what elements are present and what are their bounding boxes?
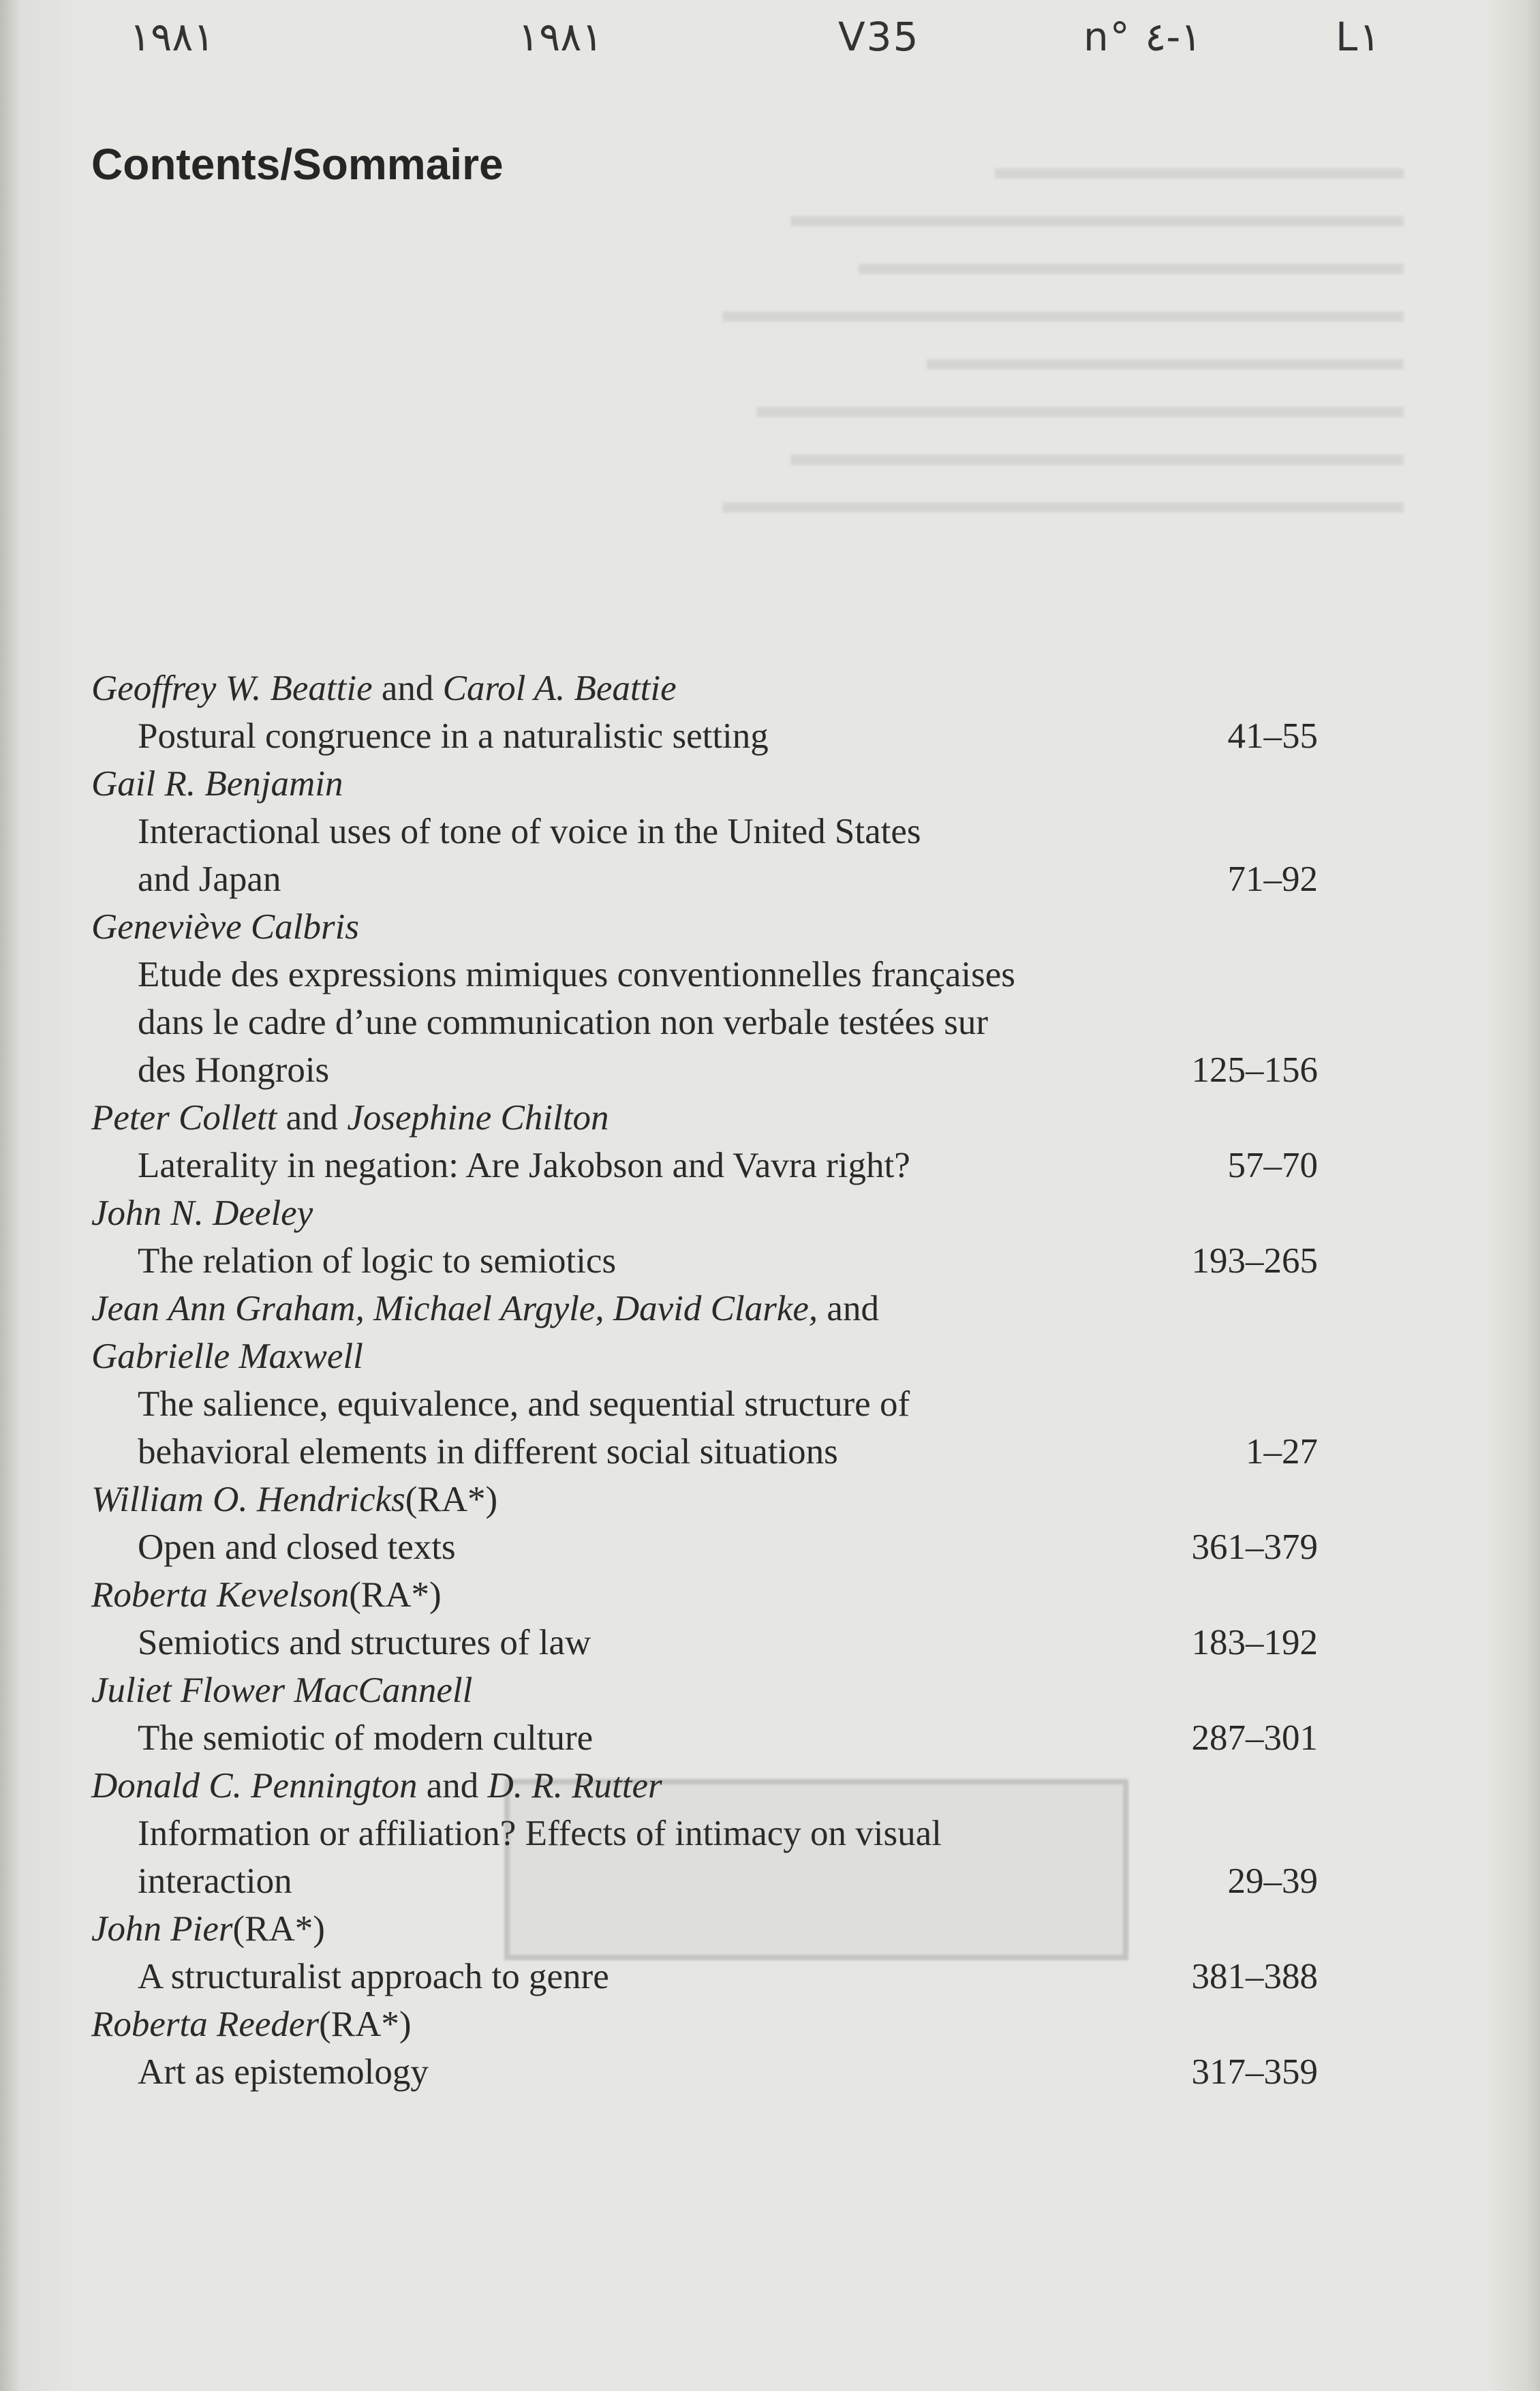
author-name: John N. Deeley bbox=[91, 1193, 313, 1233]
author-name: Peter Collett bbox=[91, 1098, 277, 1138]
entry-authors bbox=[91, 1332, 1318, 1380]
entry-title-line bbox=[91, 808, 1318, 855]
entry-title-line bbox=[91, 1714, 1318, 1762]
entry-authors bbox=[91, 1189, 1318, 1237]
entry-title-line bbox=[91, 1810, 1318, 1857]
entry-title: A structuralist approach to genre bbox=[138, 1957, 609, 1996]
entry-title: Art as epistemology bbox=[138, 2052, 429, 2092]
entry-title-line bbox=[91, 999, 1318, 1046]
entry-title-line bbox=[91, 951, 1318, 999]
handwritten-note: L١ bbox=[1336, 14, 1381, 60]
entry-title: The salience, equivalence, and sequential structure of bbox=[138, 1384, 910, 1424]
author-name: Geneviève Calbris bbox=[91, 907, 359, 947]
entry-pages: 71–92 bbox=[1227, 859, 1318, 899]
entry-pages: 317–359 bbox=[1191, 2052, 1318, 2092]
author-name: Josephine Chilton bbox=[347, 1098, 609, 1138]
handwritten-note: V35 bbox=[838, 14, 920, 60]
entry-title: Open and closed texts bbox=[138, 1527, 456, 1567]
entry-pages: 1–27 bbox=[1246, 1432, 1318, 1472]
entry-pages: 287–301 bbox=[1191, 1718, 1318, 1758]
author-name: Geoffrey W. Beattie bbox=[91, 669, 373, 708]
entry-authors bbox=[91, 1571, 1318, 1619]
contents-list bbox=[91, 665, 1318, 2096]
entry-pages: 193–265 bbox=[1191, 1241, 1318, 1281]
entry-authors bbox=[91, 1476, 1318, 1523]
author-name: Roberta Kevelson bbox=[91, 1575, 350, 1615]
entry-authors bbox=[91, 1666, 1318, 1714]
entry-pages: 361–379 bbox=[1191, 1527, 1318, 1567]
entry-title: des Hongrois bbox=[138, 1050, 330, 1090]
author-connector: and bbox=[372, 669, 443, 708]
author-connector: and bbox=[277, 1098, 348, 1138]
entry-authors bbox=[91, 1285, 1318, 1332]
author-connector: and bbox=[417, 1766, 488, 1806]
entry-title: Semiotics and structures of law bbox=[138, 1623, 591, 1662]
entry-pages: 125–156 bbox=[1191, 1050, 1318, 1090]
entry-authors bbox=[91, 2000, 1318, 2048]
entry-title-line bbox=[91, 712, 1318, 760]
entry-title-line bbox=[91, 1619, 1318, 1666]
entry-pages: 183–192 bbox=[1191, 1623, 1318, 1662]
author-name: Gail R. Benjamin bbox=[91, 764, 343, 804]
entry-title: and Japan bbox=[138, 859, 281, 899]
entry-title-line bbox=[91, 1237, 1318, 1285]
author-name: Juliet Flower MacCannell bbox=[91, 1671, 473, 1710]
entry-title-line bbox=[91, 855, 1318, 903]
entry-pages: 41–55 bbox=[1227, 716, 1318, 756]
entry-title: The relation of logic to semiotics bbox=[138, 1241, 617, 1281]
handwritten-note: ١٩٨١ bbox=[518, 14, 603, 60]
entry-authors bbox=[91, 903, 1318, 951]
author-connector: (RA*) bbox=[405, 1480, 498, 1519]
entry-authors bbox=[91, 760, 1318, 808]
bleed-through-text: ▬▬▬▬▬▬▬▬▬▬▬▬ ▬▬▬▬▬▬▬▬▬▬▬▬▬▬▬▬▬▬ ▬▬▬▬▬▬▬▬▬▬▬▬▬▬▬▬ ▬▬▬▬▬▬▬▬▬▬▬▬▬▬▬▬▬▬▬▬ ▬▬▬▬▬▬▬▬▬▬▬▬▬▬ ▬▬▬▬▬▬▬▬▬▬▬▬▬▬▬▬▬▬▬ ▬▬▬▬▬▬▬▬▬▬▬▬▬▬▬▬▬▬ ▬▬▬▬▬▬▬▬▬▬▬▬▬▬▬▬▬▬▬▬ bbox=[722, 148, 1404, 520]
entry-title: dans le cadre d’une communication non verbale testées sur bbox=[138, 1003, 988, 1042]
handwritten-note: ١٩٨١ bbox=[129, 14, 215, 60]
author-name: Gabrielle Maxwell bbox=[91, 1337, 363, 1376]
author-name: D. R. Rutter bbox=[487, 1766, 662, 1806]
entry-title-line bbox=[91, 1142, 1318, 1189]
entry-title-line bbox=[91, 1953, 1318, 2000]
author-name: John Pier bbox=[91, 1909, 233, 1949]
entry-title-line bbox=[91, 2048, 1318, 2096]
author-name: Donald C. Pennington bbox=[91, 1766, 418, 1806]
author-connector: and bbox=[818, 1289, 879, 1328]
entry-authors bbox=[91, 1905, 1318, 1953]
author-connector: (RA*) bbox=[232, 1909, 325, 1949]
entry-title-line bbox=[91, 1428, 1318, 1476]
page-heading: Contents/Sommaire bbox=[91, 140, 504, 189]
entry-authors bbox=[91, 1094, 1318, 1142]
entry-title: Interactional uses of tone of voice in the United States bbox=[138, 812, 921, 851]
entry-title: Etude des expressions mimiques conventionnelles françaises bbox=[138, 955, 1015, 994]
handwritten-note: n° ١-٤ bbox=[1083, 14, 1202, 60]
entry-pages: 29–39 bbox=[1227, 1861, 1318, 1901]
entry-title: Postural congruence in a naturalistic setting bbox=[138, 716, 769, 756]
entry-title-line bbox=[91, 1523, 1318, 1571]
author-name: Roberta Reeder bbox=[91, 2005, 320, 2044]
entry-title: Laterality in negation: Are Jakobson and Vavra right? bbox=[138, 1146, 910, 1185]
author-connector: (RA*) bbox=[319, 2005, 412, 2044]
entry-authors bbox=[91, 1762, 1318, 1810]
entry-title: interaction bbox=[138, 1861, 292, 1901]
author-name: William O. Hendricks bbox=[91, 1480, 405, 1519]
author-name: Carol A. Beattie bbox=[442, 669, 677, 708]
entry-pages: 381–388 bbox=[1191, 1957, 1318, 1996]
author-name: Jean Ann Graham, Michael Argyle, David Clarke, bbox=[91, 1289, 818, 1328]
entry-authors bbox=[91, 665, 1318, 712]
entry-title-line bbox=[91, 1380, 1318, 1428]
entry-title: The semiotic of modern culture bbox=[138, 1718, 594, 1758]
entry-title-line bbox=[91, 1046, 1318, 1094]
entry-title-line bbox=[91, 1857, 1318, 1905]
entry-pages: 57–70 bbox=[1227, 1146, 1318, 1185]
entry-title: Information or affiliation? Effects of intimacy on visual bbox=[138, 1814, 942, 1853]
author-connector: (RA*) bbox=[349, 1575, 442, 1615]
entry-title: behavioral elements in different social situations bbox=[138, 1432, 838, 1472]
